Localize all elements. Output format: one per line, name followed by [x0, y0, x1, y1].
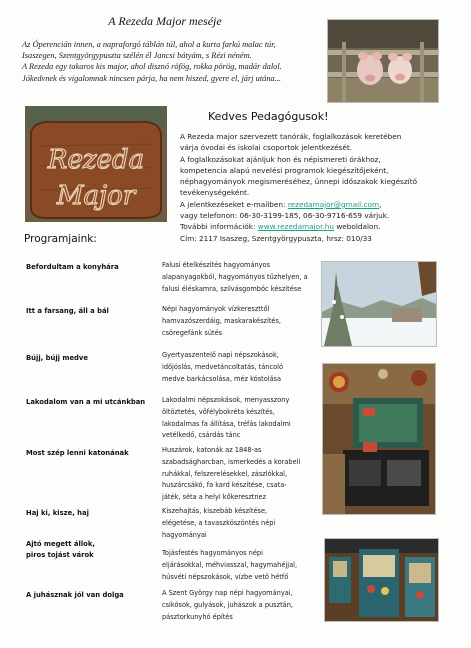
program-title: Haj ki, kisze, haj	[26, 509, 89, 517]
program-description: Kiszehajtás, kiszebáb készítése, elégetése, a tavaszköszöntés népi hagyományai	[162, 507, 276, 539]
winter-garden-photo	[321, 261, 437, 347]
greeting-heading: Kedves Pedagógusok!	[208, 110, 329, 123]
painted-furniture-photo	[324, 538, 439, 622]
program-description: Tojásfestés hagyományos népi eljárásokkal, méhviasszal, hagymahéjjal, húsvéti népszokások, vízbe vető hétfő	[162, 549, 298, 581]
web-suffix: weboldalon.	[336, 222, 381, 232]
intro-line: A Rezeda major szervezett tanórák, foglalkozások keretében	[180, 132, 402, 141]
story-line: Az Óperencián innen, a napraforgó táblán túl, ahol a kurta farkú malac túr,	[22, 40, 276, 49]
story-line: Isaszegen, Szentgyörgypuszta szélén él Jancsi bátyám, s Rézi néném.	[22, 51, 252, 61]
web-prefix: További információk:	[180, 222, 256, 232]
story-title: A Rezeda Major meséje	[108, 14, 222, 28]
program-title: Itt a farsang, áll a bál	[26, 307, 109, 315]
program-title: Bújj, bújj medve	[26, 354, 88, 362]
story-line: A Rezeda egy takaros kis major, ahol disznó röfög, rokka pörög, madár dalol.	[22, 62, 282, 72]
program-title: Most szép lenni katonának	[26, 449, 129, 457]
programs-heading: Programjaink:	[24, 233, 97, 245]
program-description: Falusi ételkészítés hagyományos alapanyagokból, hagyományos tűzhelyen, a falusi éléskamra, szilvásgombóc készítése	[162, 261, 308, 293]
story-text	[22, 39, 327, 84]
program-title: Ajtó megett állok, piros tojást várok	[26, 540, 95, 559]
intro-line: néphagyományok megismeréséhez, ünnepi időszakok kiegészítő	[180, 177, 418, 187]
phone-line: vagy telefonon: 06-30-3199-185, 06-30-9716-659 várjuk.	[180, 211, 390, 221]
address-line: Cím: 2117 Isaszeg, Szentgyörgypuszta, hrsz: 010/33	[180, 233, 372, 243]
story-line: Jókedvnek és vigalomnak nincsen párja, ha nem hiszed, gyere el, járj utána...	[22, 73, 282, 83]
rezeda-major-sign	[25, 106, 167, 222]
program-title: A juhásznak jól van dolga	[26, 591, 124, 599]
program-description: Huszárok, katonák az 1848-as szabadságharcban, ismerkedés a korabeli ruhákkal, felszerelésekkel, zászlókkal, huszárcsákó, fa kard készítése, csata- játék, séta a helyi kőkeresztnez	[162, 446, 301, 502]
sign-text-line1: Rezeda	[47, 145, 145, 175]
sign-text-line2: Major	[56, 181, 136, 211]
email-link[interactable]: rezedamajor@gmail.com	[287, 199, 380, 209]
email-line	[180, 199, 465, 210]
web-link[interactable]: www.rezedamajor.hu	[257, 222, 335, 232]
intro-text	[180, 131, 465, 244]
email-prefix: A jelentkezéseket e-mailben:	[180, 199, 286, 209]
pigs-photo	[327, 19, 439, 103]
program-description: A Szent György nap népi hagyományai, csikósok, gulyások, juhászok a pusztán, pásztorkunyhó építés	[162, 589, 293, 621]
intro-line: kompetencia alapú nevelési programok kiegészítőjeként,	[180, 165, 389, 175]
web-line	[180, 221, 465, 232]
program-title: Lakodalom van a mi utcánkban	[26, 398, 146, 406]
program-description: Gyertyaszentelő napi népszokások, időjóslás, medvetáncoltatás, táncoló medve barkácsolása, méz kóstolása	[162, 351, 283, 383]
intro-line: várja óvodai és iskolai csoportok jelentkezését.	[180, 143, 353, 153]
program-description: Népi hagyományok vízkereszttől hamvazószerdáig, maskarakészítés, csöregefánk sütés	[162, 305, 281, 337]
kitchen-stove-photo	[322, 363, 436, 515]
program-title: Befordultam a konyhára	[26, 263, 119, 271]
email-suffix: ,	[379, 199, 382, 209]
intro-line: tevékenységeként.	[180, 188, 250, 198]
intro-line: A foglalkozásokat ajánljuk hon és népismereti órákhoz,	[180, 154, 381, 164]
program-description: Lakodalmi népszokások, menyasszony öltöztetés, vőfélybokréta készítés, lakodalmas fa állítása, tréfás lakodalmi vetélkedő, csárdás tánc	[162, 396, 291, 440]
